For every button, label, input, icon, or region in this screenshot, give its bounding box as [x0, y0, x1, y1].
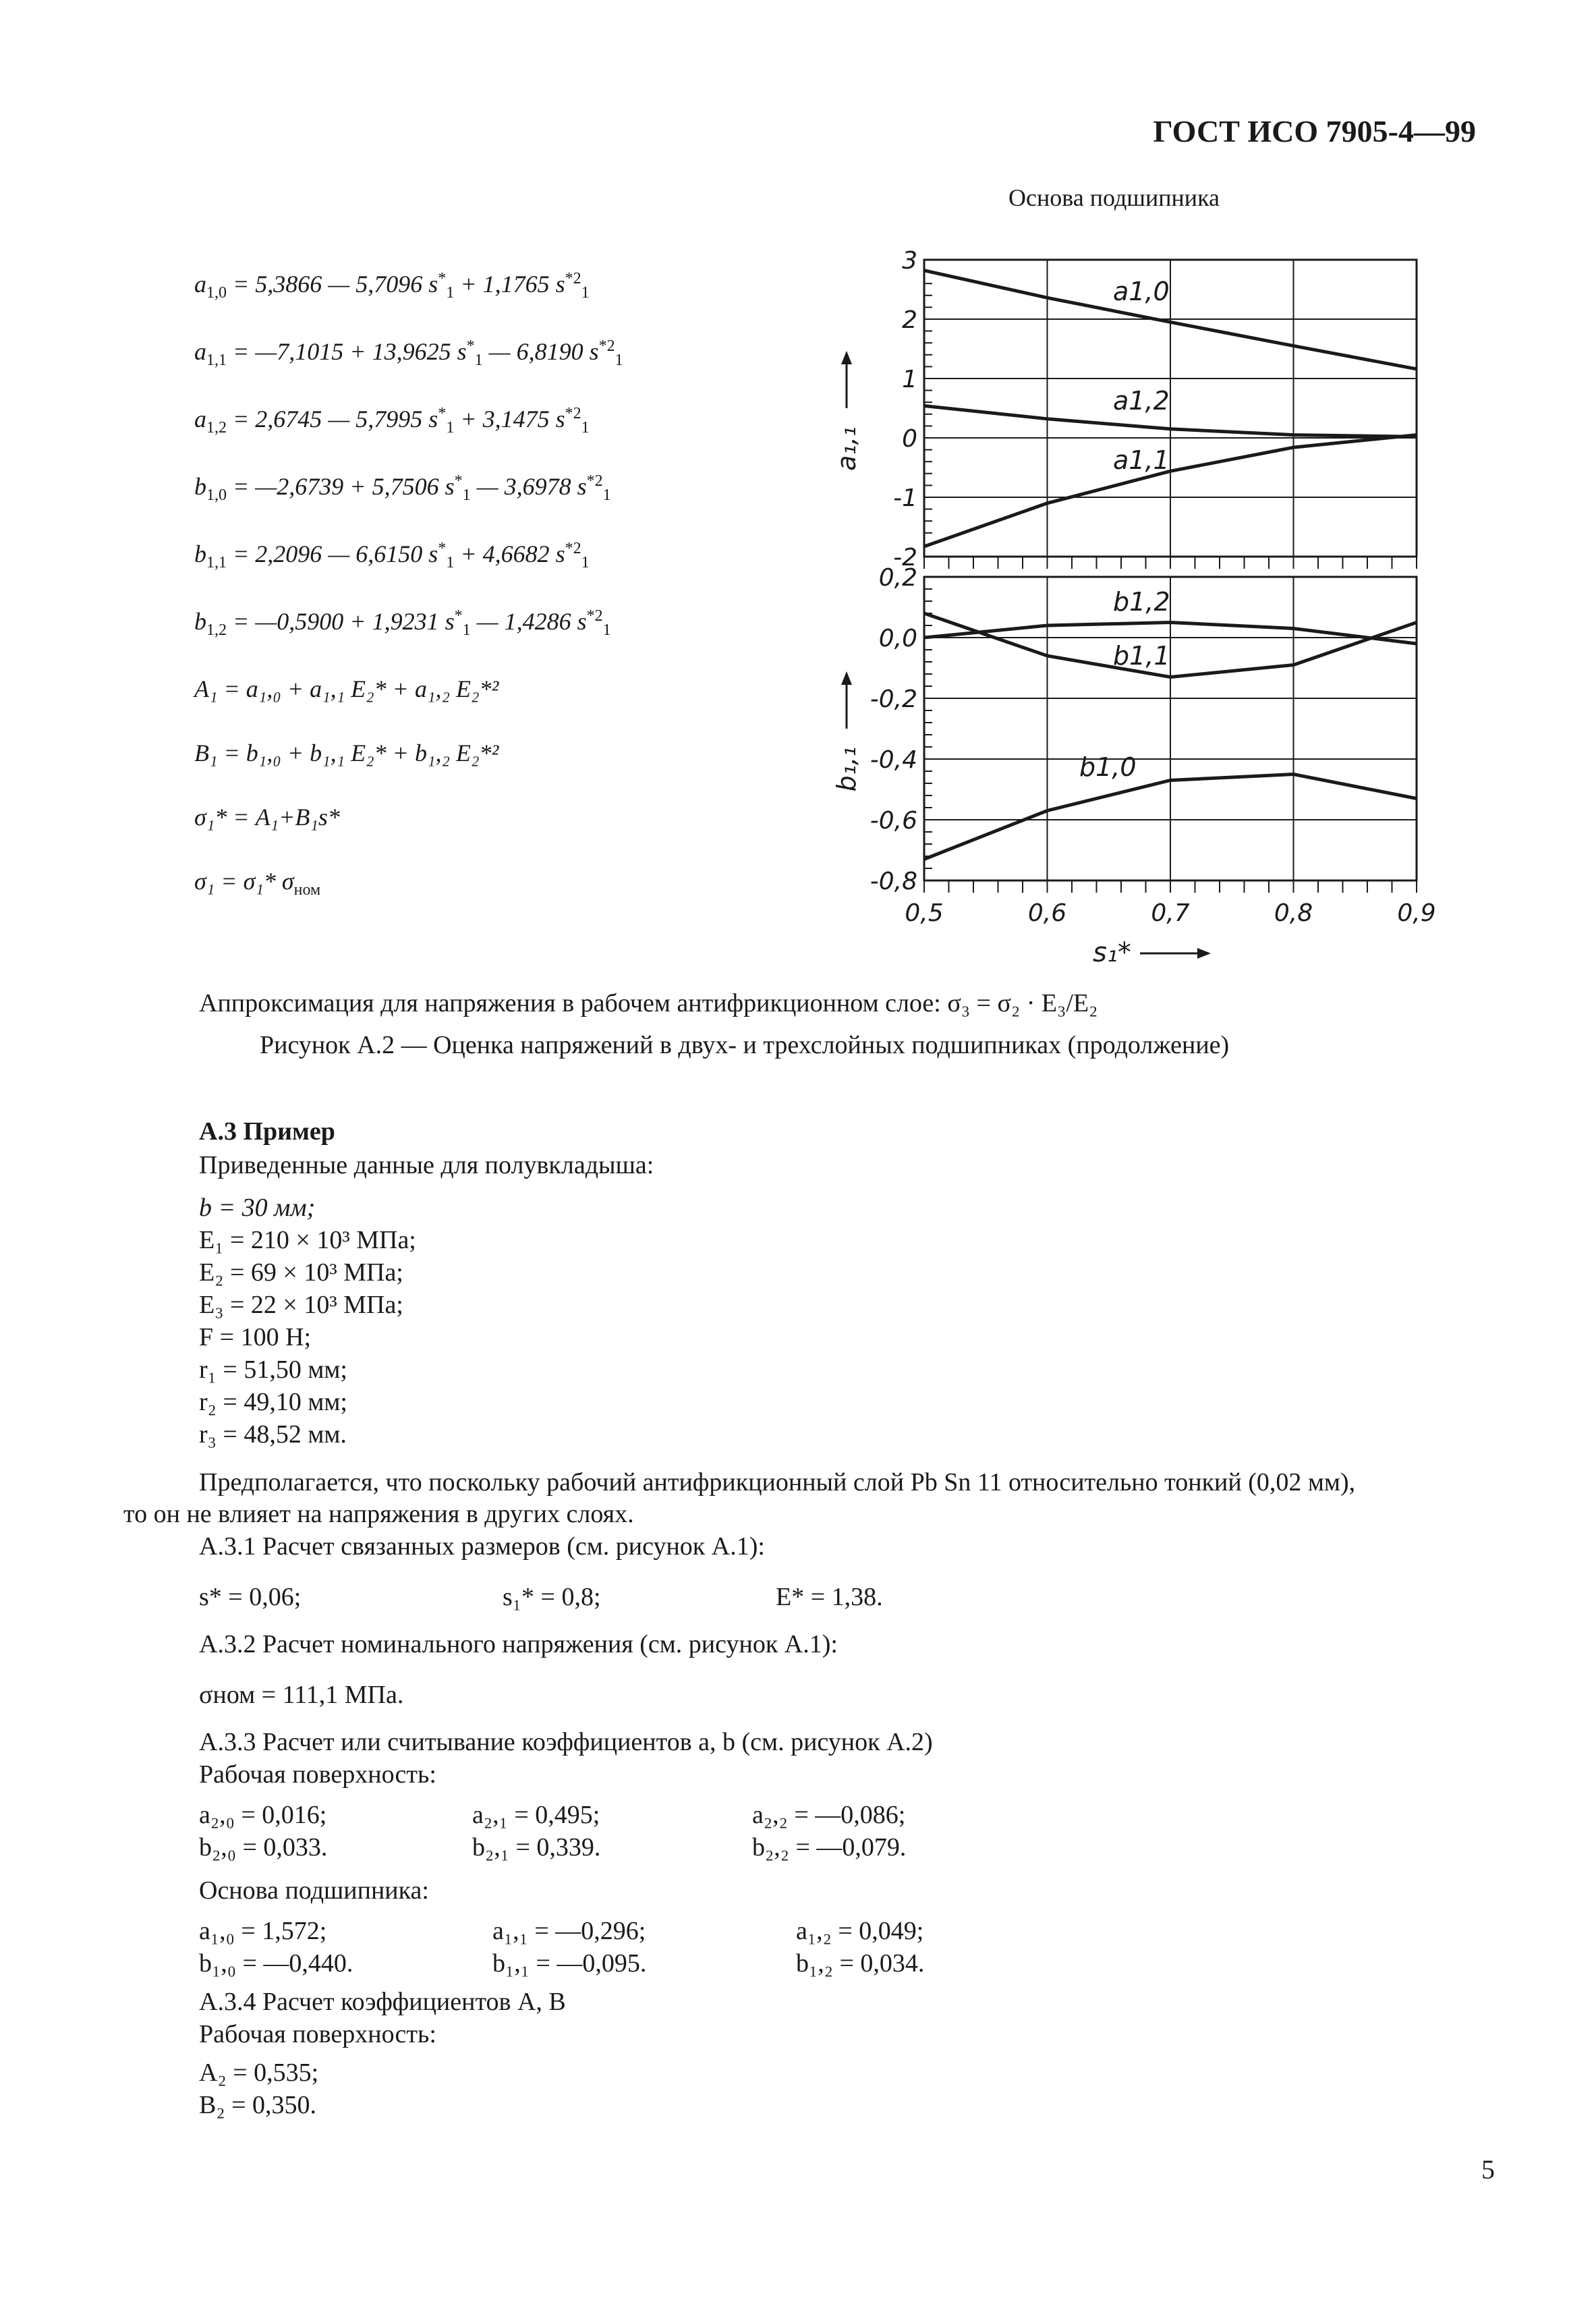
subsection-a32: А.3.2 Расчет номинального напряжения (см. рисунок А.1):: [199, 1630, 838, 1658]
work-surface-label-2: Рабочая поверхность:: [199, 2020, 436, 2048]
given-F: F = 100 Н;: [199, 1323, 312, 1351]
a31-value-s: s* = 0,06;: [199, 1583, 302, 1611]
x-tick-label: 0,7: [1151, 899, 1190, 927]
formula-b10: $b_{1,0}$ = —2,6739 + 5,7506 $s^*_1$ — 3,6978 $s^{*2}_1$: [194, 472, 611, 505]
base-b12: b₁,₂ = 0,034.: [796, 1949, 925, 1978]
series-label: b1,1: [1113, 641, 1170, 671]
approximation-note: Аппроксимация для напряжения в рабочем антифрикционном слое: σ₃ = σ₂ · E₃/E₂: [199, 989, 1098, 1017]
base-b11: b₁,₁ = —0,095.: [492, 1949, 647, 1978]
given-E3: E₃ = 22 × 10³ МПа;: [199, 1291, 403, 1319]
given-intro: Приведенные данные для полувкладыша:: [199, 1151, 654, 1179]
given-r1: r₁ = 51,50 мм;: [199, 1355, 347, 1384]
series-label: b1,0: [1079, 752, 1137, 782]
base-a10: a₁,₀ = 1,572;: [199, 1917, 327, 1945]
a31-value-s1: s₁* = 0,8;: [503, 1583, 601, 1611]
y-tick-label: -2: [893, 544, 917, 571]
formula-b11: $b_{1,1} = 2,2096$ — 6,6150 $s^*_1 + 4,6682$ $s^{*2}_1$: [194, 540, 590, 572]
x-tick-label: 0,9: [1397, 899, 1436, 927]
coef-B2: B₂ = 0,350.: [199, 2091, 317, 2119]
y-axis-label: a₁,₁: [832, 426, 861, 471]
given-b: b = 30 мм;: [199, 1194, 316, 1222]
coef-A2: A₂ = 0,535;: [199, 2059, 319, 2087]
y-tick-label: 0,0: [878, 625, 917, 652]
x-tick-label: 0,6: [1027, 899, 1067, 927]
ws-b20: b₂,₀ = 0,033.: [199, 1833, 328, 1862]
x-axis-label: s₁*: [1093, 937, 1131, 968]
ws-a21: a₂,₁ = 0,495;: [472, 1801, 600, 1829]
y-tick-label: 0: [902, 425, 917, 453]
x-tick-label: 0,5: [905, 899, 944, 927]
y-tick-label: -0,2: [870, 685, 917, 713]
y-axis-arrowhead: [841, 671, 852, 685]
y-tick-label: -0,4: [870, 746, 917, 774]
series-label: a1,0: [1113, 277, 1170, 306]
given-E1: E₁ = 210 × 10³ МПа;: [199, 1226, 416, 1254]
formula-B1: B₁ = b₁,₀ + b₁,₁ E₂* + b₁,₂ E₂*²: [194, 739, 499, 766]
subsection-a34: А.3.4 Расчет коэффициентов A, B: [199, 1988, 566, 2016]
figure-caption: Рисунок А.2 — Оценка напряжений в двух- и трехслойных подшипниках (продолжение): [260, 1031, 1230, 1059]
formula-a10: $a_{1,0} = 5,3866$ — 5,7096 $s^*_1 + 1,1765$ $s^{*2}_1$: [194, 270, 590, 302]
y-axis-arrowhead: [841, 351, 852, 364]
given-r2: r₂ = 49,10 мм;: [199, 1388, 347, 1416]
a31-value-E: E* = 1,38.: [776, 1583, 883, 1611]
document-header: ГОСТ ИСО 7905-4—99: [1153, 114, 1476, 148]
base-b10: b₁,₀ = —0,440.: [199, 1949, 353, 1978]
base-a12: a₁,₂ = 0,049;: [796, 1917, 924, 1945]
formula-a12: $a_{1,2} = 2,6745$ — 5,7995 $s^*_1 + 3,1475$ $s^{*2}_1$: [194, 405, 590, 437]
ws-b21: b₂,₁ = 0,339.: [472, 1833, 601, 1862]
series-label: a1,1: [1113, 445, 1170, 475]
formula-a11: $a_{1,1}$ = —7,1015 + 13,9625 $s^*_1$ — 6,8190 $s^{*2}_1$: [194, 337, 623, 370]
series-label: a1,2: [1113, 386, 1170, 416]
chart-title: Основа подшипника: [1008, 184, 1220, 211]
y-tick-label: -0,8: [870, 868, 917, 895]
x-tick-label: 0,8: [1274, 899, 1313, 927]
a32-value: σном = 111,1 МПа.: [199, 1681, 404, 1709]
section-heading: А.3 Пример: [199, 1117, 335, 1146]
y-tick-label: 0,2: [878, 564, 917, 592]
coefficient-charts: [823, 233, 1464, 988]
subsection-a31: А.3.1 Расчет связанных размеров (см. рисунок А.1):: [199, 1532, 765, 1561]
y-tick-label: 2: [902, 306, 917, 334]
y-axis-label: b₁,₁: [832, 746, 861, 792]
ws-a22: a₂,₂ = —0,086;: [752, 1801, 906, 1829]
given-E2: E₂ = 69 × 10³ МПа;: [199, 1258, 403, 1287]
formula-sigma-star: σ₁* = A₁+B₁s*: [194, 804, 340, 831]
page-number: 5: [1481, 2154, 1495, 2185]
base-a11: a₁,₁ = —0,296;: [492, 1917, 646, 1945]
work-surface-label: Рабочая поверхность:: [199, 1760, 436, 1789]
given-r3: r₃ = 48,52 мм.: [199, 1420, 347, 1449]
y-tick-label: 1: [902, 366, 917, 393]
formula-b12: $b_{1,2}$ = —0,5900 + 1,9231 $s^*_1$ — 1,4286 $s^{*2}_1$: [194, 607, 611, 640]
subsection-a33: А.3.3 Расчет или считывание коэффициентов a, b (см. рисунок А.2): [199, 1728, 933, 1756]
assumption-line-1: Предполагается, что поскольку рабочий антифрикционный слой Pb Sn 11 относительно тонкий (0,02 мм),: [199, 1468, 1356, 1496]
x-axis-arrowhead: [1197, 948, 1211, 959]
y-tick-label: 3: [902, 247, 917, 275]
formula-sigma: σ₁ = σ₁* $\sigma_{ном}$: [194, 868, 321, 899]
series-label: b1,2: [1113, 587, 1170, 617]
formula-A1: A₁ = a₁,₀ + a₁,₁ E₂* + a₁,₂ E₂*²: [194, 675, 499, 702]
ws-b22: b₂,₂ = —0,079.: [752, 1833, 907, 1862]
y-tick-label: -1: [893, 484, 917, 512]
ws-a20: a₂,₀ = 0,016;: [199, 1801, 327, 1829]
y-tick-label: -0,6: [870, 807, 917, 835]
base-label: Основа подшипника:: [199, 1876, 429, 1905]
assumption-line-2: то он не влияет на напряжения в других слоях.: [123, 1500, 634, 1528]
